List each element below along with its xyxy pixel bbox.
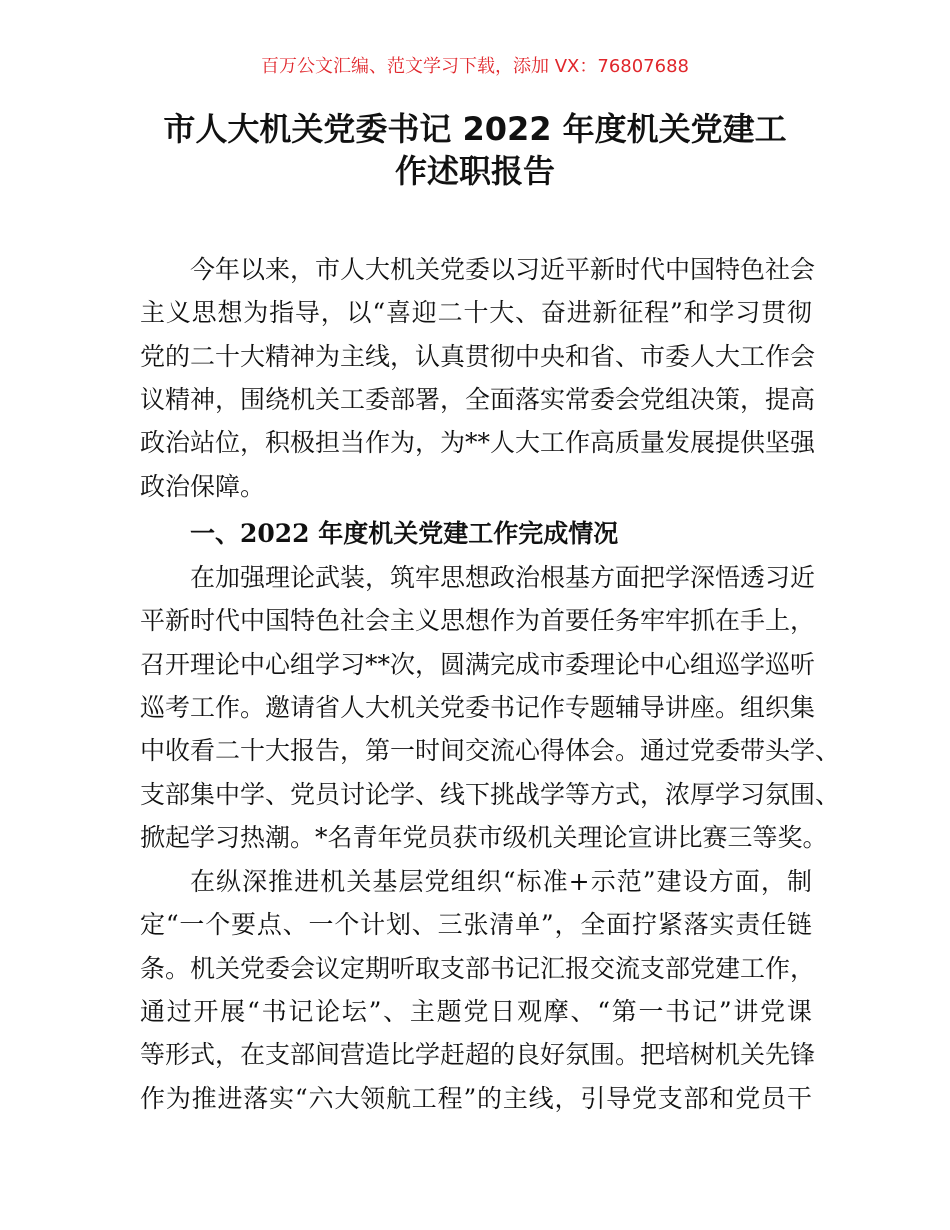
document-title-line-2: 作述职报告 — [394, 152, 555, 190]
paragraph-line: 支部集中学、党员讨论学、线下挑战学等方式，浓厚学习氛围、 — [140, 779, 841, 809]
paragraph-line: 今年以来，市人大机关党委以习近平新时代中国特色社会 — [190, 255, 816, 284]
paragraph-line: 政治保障。 — [140, 471, 266, 501]
paragraph-line: 党的二十大精神为主线，认真贯彻中央和省、市委人大工作会 — [140, 341, 816, 371]
paragraph-line: 掀起学习热潮。*名青年党员获市级机关理论宣讲比赛三等奖。 — [140, 822, 828, 852]
paragraph-line: 召开理论中心组学习**次，圆满完成市委理论中心组巡学巡听 — [140, 649, 816, 679]
paragraph-line: 政治站位，积极担当作为，为**人大工作高质量发展提供坚强 — [140, 428, 816, 458]
paragraph-line: 平新时代中国特色社会主义思想作为首要任务牢牢抓在手上， — [140, 606, 816, 636]
paragraph-line: 主义思想为指导，以“喜迎二十大、奋进新征程”和学习贯彻 — [140, 298, 813, 328]
paragraph-line: 议精神，围绕机关工委部署，全面落实常委会党组决策，提高 — [140, 384, 816, 414]
paragraph-line: 在加强理论武装，筑牢思想政治根基方面把学深悟透习近 — [190, 563, 816, 592]
paragraph-line: 通过开展“书记论坛”、主题党日观摩、“第一书记”讲党课 — [140, 996, 814, 1026]
paragraph-line: 在纵深推进机关基层党组织“标准+示范”建设方面，制 — [190, 867, 814, 896]
paragraph-line: 条。机关党委会议定期听取支部书记汇报交流支部党建工作， — [140, 953, 816, 983]
paragraph-line: 中收看二十大报告，第一时间交流心得体会。通过党委带头学、 — [140, 736, 841, 766]
paragraph-line: 作为推进落实“六大领航工程”的主线，引导党支部和党员干 — [140, 1083, 813, 1113]
paragraph-line: 定“一个要点、一个计划、三张清单”，全面拧紧落实责任链 — [140, 910, 813, 940]
paragraph-line: 巡考工作。邀请省人大机关党委书记作专题辅导讲座。组织集 — [140, 692, 816, 722]
watermark-banner: 百万公文汇编、范文学习下载，添加 VX：76807688 — [261, 56, 689, 77]
section-heading: 一、2022 年度机关党建工作完成情况 — [190, 519, 619, 548]
paragraph-line: 等形式，在支部间营造比学赶超的良好氛围。把培树机关先锋 — [140, 1040, 816, 1070]
document-title-line-1: 市人大机关党委书记 2022 年度机关党建工 — [163, 110, 787, 148]
